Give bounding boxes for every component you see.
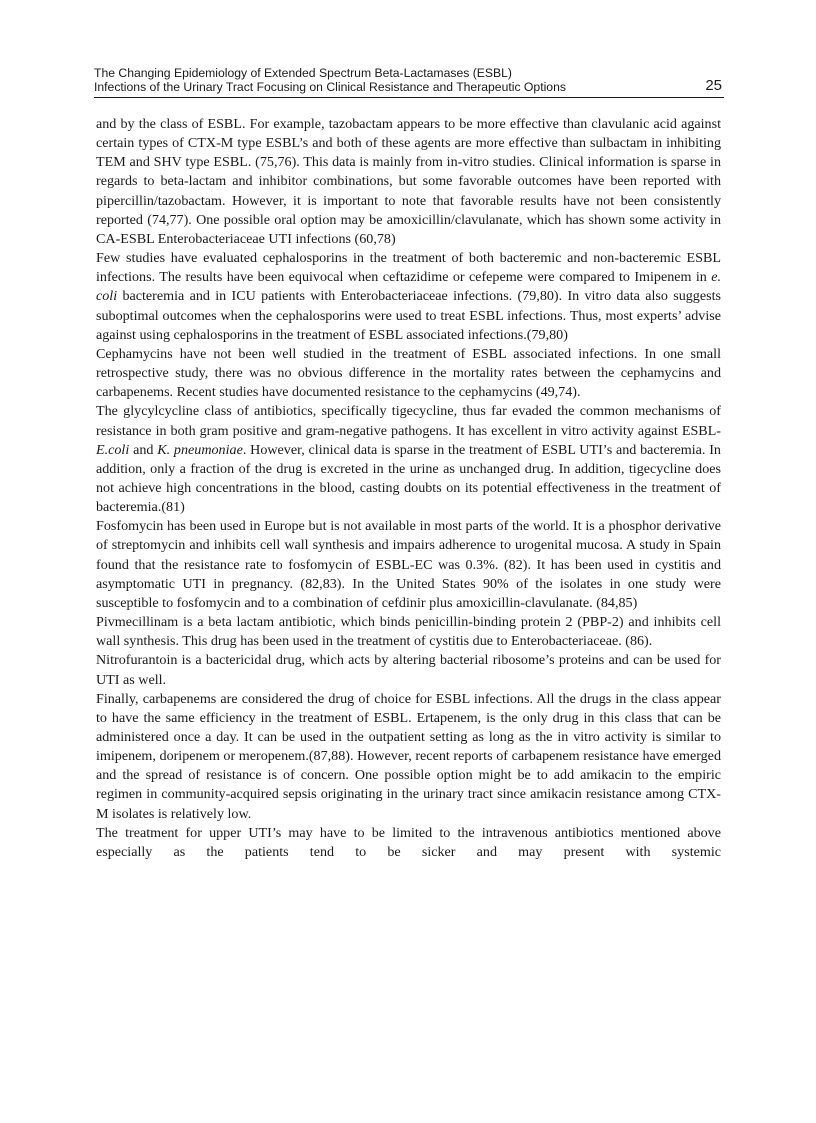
page-number: 25 — [705, 77, 722, 94]
organism-name-italic: K. pneumoniae — [157, 441, 243, 458]
paragraph-text: Few studies have evaluated cephalosporins in the treatment of both bacteremic and non-bacteremic ESBL infections. The results have been equivocal when ceftazidime or cefepeme were compared to Imipenem in — [96, 250, 721, 286]
paragraph-inhibitor-combinations — [96, 115, 721, 249]
paragraph-text: bacteremia and in ICU patients with Enterobacteriaceae infections. (79,80). In vitro data also suggests suboptimal outcomes when the cephalosporins were used to treat ESBL infections. Thus, most experts’ advise against using cephalosporins in the treatment of ESBL associated infections.(79,80) — [96, 288, 721, 343]
paragraph-text: The glycylcycline class of antibiotics, specifically tigecycline, thus far evaded the common mechanisms of resistance in both gram positive and gram-negative pathogens. It has excellent in vitro activity against ESBL- — [96, 403, 721, 439]
paragraph-pivmecillinam — [96, 613, 721, 651]
header-title-line-1: The Changing Epidemiology of Extended Spectrum Beta-Lactamases (ESBL) — [94, 66, 512, 80]
body-text — [96, 115, 721, 862]
paragraph-nitrofurantoin — [96, 651, 721, 689]
paragraph-upper-uti — [96, 824, 721, 862]
paragraph-text: Cephamycins have not been well studied in the treatment of ESBL associated infections. In one small retrospective study, there was no obvious difference in the mortality rates between the cephamycins and carbapenems. Recent studies have documented resistance to the cephamycins (49,74). — [96, 345, 721, 401]
paragraph-cephamycins — [96, 345, 721, 402]
paragraph-text: Finally, carbapenems are considered the drug of choice for ESBL infections. All the drugs in the class appear to have the same efficiency in the treatment of ESBL. Ertapenem, is the only drug in this class that can be administered once a day. It can be used in the outpatient setting as long as the in vitro activity is similar to imipenem, doripenem or meropenem.(87,88). However, recent reports of carbapenem resistance have emerged and the spread of resistance is of concern. One possible option might be to add amikacin to the empiric regimen in community-acquired sepsis originating in the urinary tract since amikacin resistance among CTX-M isolates is relatively low. — [96, 690, 721, 822]
paragraph-text: . However, clinical data is sparse in the treatment of ESBL UTI’s and bacteremia. In addition, only a fraction of the drug is excreted in the urine as unchanged drug. In addition, tigecycline does not achieve high concentrations in the blood, casting doubts on its potential effectiveness in the treatment of bacteremia.(81) — [96, 441, 721, 516]
paragraph-text: Nitrofurantoin is a bactericidal drug, which acts by altering bacterial ribosome’s proteins and can be used for UTI as well. — [96, 652, 721, 688]
paragraph-text: and by the class of ESBL. For example, tazobactam appears to be more effective than clavulanic acid against certain types of CTX-M type ESBL’s and both of these agents are more effective than sulbactam in inhibiting TEM and SHV type ESBL. (75,76). This data is mainly from in-vitro studies. Clinical information is sparse in regards to beta-lactam and inhibitor combinations, but some favorable outcomes have been reported with pipercillin/tazobactam. However, it is important to note that favorable results have not been consistently reported (74,77). One possible oral option may be amoxicillin/clavulanate, which has shown some activity in CA-ESBL Enterobacteriaceae UTI infections (60,78) — [96, 116, 721, 247]
paragraph-cephalosporins — [96, 249, 721, 345]
paragraph-carbapenems — [96, 690, 721, 824]
paragraph-text: Pivmecillinam is a beta lactam antibiotic, which binds penicillin-binding protein 2 (PBP-2) and inhibits cell wall synthesis. This drug has been used in the treatment of cystitis due to Enterobacteriaceae. (86). — [96, 614, 721, 650]
paragraph-text: Fosfomycin has been used in Europe but is not available in most parts of the world. It is a phosphor derivative of streptomycin and inhibits cell wall synthesis and impairs adherence to urogenital mucosa. A study in Spain found that the resistance rate to fosfomycin of ESBL-EC was 0.3%. (82). It has been used in cystitis and asymptomatic UTI in pregnancy. (82,83). In the United States 90% of the isolates in one study were susceptible to fosfomycin and to a combination of cefdinir plus amoxicillin-clavulanate. (84,85) — [96, 518, 721, 611]
header-title-line-2: Infections of the Urinary Tract Focusing on Clinical Resistance and Therapeutic Options — [94, 80, 566, 94]
organism-name-italic: E.coli — [96, 441, 130, 458]
paragraph-text: The treatment for upper UTI’s may have to be limited to the intravenous antibiotics mentioned above especially as the patients tend to be sicker and may present with systemic — [96, 824, 721, 860]
paragraph-text: and — [129, 441, 158, 458]
paragraph-fosfomycin — [96, 517, 721, 613]
organism-name-italic: e. coli — [96, 269, 721, 305]
running-header — [94, 66, 724, 98]
paragraph-glycylcycline — [96, 402, 721, 517]
